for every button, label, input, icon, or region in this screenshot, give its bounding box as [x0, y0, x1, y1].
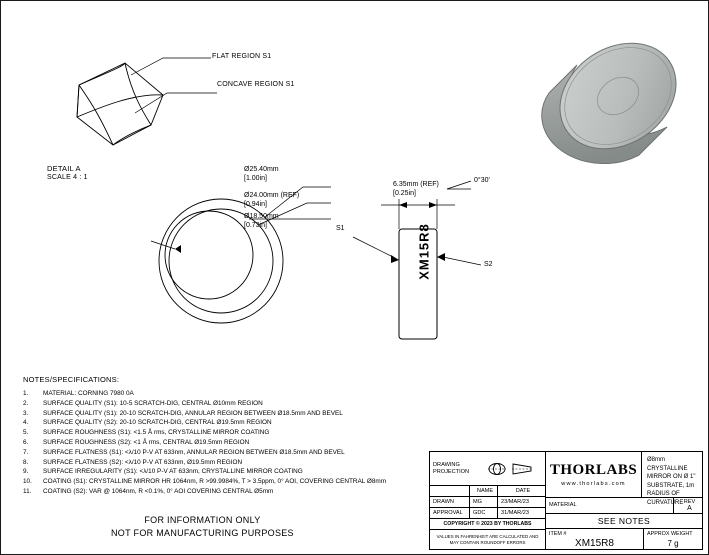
- disclaimer: [111, 514, 294, 540]
- dimension-callout-24-00: Ø24.00mm (REF) [0.94in]: [244, 192, 300, 208]
- projection-circle-icon: [487, 462, 507, 476]
- approval-name-header: NAME: [470, 486, 498, 496]
- notes-list: [23, 389, 453, 497]
- detail-a-title: DETAIL A: [47, 164, 81, 173]
- item-weight-row: [546, 529, 702, 549]
- rev-value: A: [687, 504, 692, 512]
- approval-grid: [430, 486, 545, 549]
- front-view: [131, 181, 331, 341]
- weight-value: 7 g: [667, 539, 679, 548]
- note-item: 2. SURFACE QUALITY (S1): 10-5 SCRATCH-DIG, CENTRAL Ø10mm REGION: [23, 399, 263, 407]
- surface-label-s1: S1: [336, 225, 345, 232]
- drawn-name: MG: [470, 497, 498, 507]
- dimension-callout-6-35: 6.35mm (REF) [0.25in]: [393, 181, 439, 197]
- note-item: 3. SURFACE QUALITY (S1): 20-10 SCRATCH-DIG, ANNULAR REGION BETWEEN Ø18.5mm AND BEVEL: [23, 409, 343, 417]
- approval-header-row: [430, 486, 545, 497]
- approval-role: APPROVAL: [430, 508, 470, 518]
- dimension-callout-angle: 0°30': [474, 177, 490, 184]
- projection-cone-icon: [511, 462, 533, 476]
- item-label: ITEM #: [549, 530, 567, 537]
- note-item: 5. SURFACE ROUGHNESS (S1): <1.5 Å rms, CRYSTALLINE MIRROR COATING: [23, 429, 270, 437]
- disclaimer-line-2: NOT FOR MANUFACTURING PURPOSES: [111, 528, 294, 538]
- concave-region-label: CONCAVE REGION S1: [217, 81, 295, 88]
- disclaimer-line-1: FOR INFORMATION ONLY: [144, 515, 261, 525]
- approval-row-drawn: [430, 497, 545, 508]
- note-item: 1. MATERIAL: CORNING 7980 0A: [23, 390, 134, 397]
- note-item: 4. SURFACE QUALITY (S2): 20-10 SCRATCH-DIG, CENTRAL Ø19.5mm REGION: [23, 419, 272, 427]
- dimension-callout-18-50: Ø18.50mm [0.73in]: [244, 213, 279, 229]
- approval-name: GDC: [470, 508, 498, 518]
- drawn-role: DRAWN: [430, 497, 470, 507]
- dimension-callout-25-40: Ø25.40mm [1.00in]: [244, 166, 279, 182]
- flat-region-label: FLAT REGION S1: [212, 53, 272, 60]
- material-label: MATERIAL: [549, 502, 577, 509]
- isometric-optic-view: [531, 21, 701, 181]
- material-cell: [546, 498, 674, 513]
- note-item: 8. SURFACE FLATNESS (S2): <λ/10 P-V AT 633nm, Ø19.5mm REGION: [23, 458, 243, 466]
- weight-cell: [644, 529, 702, 549]
- copyright-text: COPYRIGHT © 2023 BY THORLABS: [430, 519, 545, 530]
- rev-label: REV: [683, 498, 696, 505]
- detail-a-scale: SCALE 4 : 1: [47, 174, 88, 181]
- approval-role-header: [430, 486, 470, 496]
- thorlabs-logo: [546, 452, 642, 497]
- notes-title: NOTES/SPECIFICATIONS:: [23, 375, 120, 384]
- note-item: 7. SURFACE FLATNESS (S1): <λ/10 P-V AT 633nm, ANNULAR REGION BETWEEN Ø18.5mm AND BEVEL: [23, 448, 345, 456]
- surface-label-s2: S2: [484, 261, 493, 268]
- title-block-left: [430, 452, 546, 549]
- brand-name: THORLABS: [549, 462, 638, 478]
- material-row: [546, 498, 702, 514]
- note-item: 10. COATING (S1): CRYSTALLINE MIRROR HR 1064nm, R >99.9984%, T > 3.5ppm, 0° AOI, COVERING CENTRAL Ø8mm: [23, 478, 387, 486]
- part-engraving-label: XM15R8: [416, 223, 432, 280]
- projection-row: [430, 452, 545, 486]
- projection-label: DRAWING PROJECTION: [433, 461, 470, 475]
- note-item: 6. SURFACE ROUGHNESS (S2): <1 Å rms, CENTRAL Ø19.5mm REGION: [23, 438, 250, 446]
- weight-label: APPROX WEIGHT: [647, 530, 693, 537]
- approval-date: 31/MAR/23: [501, 510, 529, 516]
- note-item: 9. SURFACE IRREGULARITY (S1): <λ/10 P-V AT 633nm, CRYSTALLINE MIRROR COATING: [23, 468, 303, 476]
- approval-date-header: DATE: [515, 488, 531, 494]
- drawn-date: 23/MAR/23: [501, 499, 529, 505]
- note-item: 11. COATING (S2): VAR @ 1064nm, R <0.1%, 0° AOI COVERING CENTRAL Ø5mm: [23, 487, 274, 495]
- title-block-right: [546, 452, 702, 549]
- brand-url: www.thorlabs.com: [561, 481, 626, 487]
- fine-print-text: VALUES IN FAHRENHEIT ARE CALCULATED AND MAY CONTAIN ROUNDOFF ERRORS: [436, 534, 539, 545]
- material-value: SEE NOTES: [546, 514, 702, 529]
- item-value: XM15R8: [575, 538, 614, 549]
- title-block: [429, 451, 703, 550]
- item-cell: [546, 529, 644, 549]
- rev-cell: [674, 498, 702, 513]
- first-angle-projection-icon: [475, 462, 545, 476]
- part-description: Ø8mm CRYSTALLINE MIRROR ON Ø 1" SUBSTRATE, 1m RADIUS OF CURVATURE: [647, 457, 696, 506]
- approval-row-approval: [430, 508, 545, 519]
